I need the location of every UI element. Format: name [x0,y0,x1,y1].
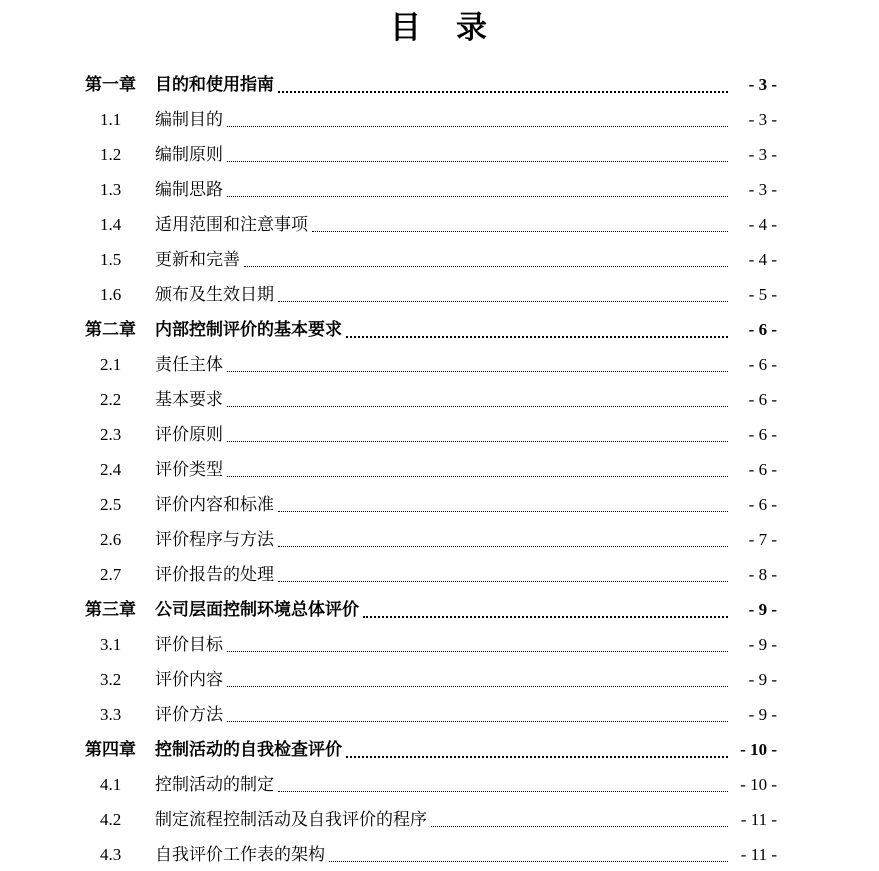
toc-entry-number: 4.3 [100,845,122,864]
toc-dot-leader [312,231,728,232]
toc-dot-leader [227,161,728,162]
toc-entry[interactable] [85,732,777,767]
toc-entry[interactable] [85,417,777,452]
toc-page-number: - 3 - [748,145,777,164]
toc-entry-title: 控制活动的自我检查评价 [155,740,342,759]
toc-title: 目 录 [390,10,489,45]
toc-entry-title: 目的和使用指南 [155,75,274,94]
toc-list [85,67,777,871]
toc-entry[interactable] [85,102,777,137]
toc-entry[interactable] [85,67,777,102]
toc-dot-leader [278,791,728,792]
toc-entry-title: 编制原则 [155,145,223,164]
toc-page-number: - 6 - [748,390,777,409]
toc-entry[interactable] [85,207,777,242]
toc-entry-title: 评价内容和标准 [155,495,274,514]
toc-entry-title: 颁布及生效日期 [155,285,274,304]
toc-entry[interactable] [85,837,777,871]
toc-entry[interactable] [85,802,777,837]
toc-entry-number: 2.2 [100,390,122,409]
toc-page-number: - 4 - [748,215,777,234]
toc-dot-leader [227,651,728,652]
toc-dot-leader [227,721,728,722]
toc-page-number: - 9 - [748,670,777,689]
toc-entry[interactable] [85,347,777,382]
toc-entry-title: 评价方法 [155,705,223,724]
toc-page-number: - 8 - [748,565,777,584]
toc-dot-leader [227,441,728,442]
toc-entry[interactable] [85,697,777,732]
toc-entry-number: 1.5 [100,250,122,269]
toc-entry-number: 2.6 [100,530,122,549]
toc-entry[interactable] [85,522,777,557]
toc-page-number: - 6 - [748,355,777,374]
toc-entry[interactable] [85,662,777,697]
toc-entry-number: 1.4 [100,215,122,234]
toc-dot-leader [431,826,728,827]
toc-dot-leader [227,476,728,477]
toc-entry-title: 评价程序与方法 [155,530,274,549]
toc-dot-leader [227,686,728,687]
toc-entry-title: 编制目的 [155,110,223,129]
toc-entry[interactable] [85,137,777,172]
toc-page-number: - 11 - [740,845,777,864]
toc-entry-title: 更新和完善 [155,250,240,269]
toc-entry-title: 公司层面控制环境总体评价 [155,600,359,619]
toc-page-number: - 10 - [740,740,777,759]
toc-page-number: - 6 - [748,495,777,514]
toc-entry-number: 2.4 [100,460,122,479]
toc-dot-leader [227,371,728,372]
toc-page-number: - 3 - [748,180,777,199]
toc-page-number: - 9 - [748,600,777,619]
toc-page-number: - 3 - [748,75,777,94]
toc-entry-number: 3.2 [100,670,122,689]
toc-entry-number: 1.1 [100,110,122,129]
toc-dot-leader [278,581,728,582]
toc-entry-number: 第四章 [85,740,136,759]
toc-page-number: - 3 - [748,110,777,129]
toc-page-number: - 6 - [748,320,777,339]
toc-dot-leader [227,196,728,197]
toc-entry-title: 评价类型 [155,460,223,479]
toc-entry[interactable] [85,312,777,347]
toc-dot-leader [278,546,728,547]
toc-dot-leader [363,616,728,618]
toc-dot-leader [346,756,728,758]
toc-entry-number: 3.1 [100,635,122,654]
toc-page-number: - 9 - [748,635,777,654]
toc-entry[interactable] [85,452,777,487]
toc-entry-title: 评价目标 [155,635,223,654]
toc-page-number: - 9 - [748,705,777,724]
toc-entry-title: 自我评价工作表的架构 [155,845,325,864]
toc-entry-number: 2.3 [100,425,122,444]
toc-entry[interactable] [85,172,777,207]
toc-entry-title: 评价报告的处理 [155,565,274,584]
toc-dot-leader [244,266,728,267]
toc-entry[interactable] [85,557,777,592]
toc-dot-leader [278,301,728,302]
toc-page-number: - 6 - [748,460,777,479]
toc-page-number: - 5 - [748,285,777,304]
toc-page-number: - 6 - [748,425,777,444]
toc-entry-title: 编制思路 [155,180,223,199]
toc-entry-title: 评价原则 [155,425,223,444]
toc-dot-leader [278,91,728,93]
toc-entry[interactable] [85,277,777,312]
toc-entry-number: 第三章 [85,600,136,619]
toc-dot-leader [329,861,728,862]
toc-page-number: - 4 - [748,250,777,269]
toc-entry-title: 基本要求 [155,390,223,409]
toc-entry-number: 1.3 [100,180,122,199]
toc-entry-number: 3.3 [100,705,122,724]
toc-entry-number: 第二章 [85,320,136,339]
toc-entry[interactable] [85,382,777,417]
toc-page-number: - 10 - [740,775,777,794]
toc-entry[interactable] [85,242,777,277]
toc-page-number: - 11 - [740,810,777,829]
toc-entry-number: 2.5 [100,495,122,514]
toc-entry[interactable] [85,592,777,627]
toc-dot-leader [278,511,728,512]
toc-entry-title: 评价内容 [155,670,223,689]
toc-entry[interactable] [85,627,777,662]
toc-entry-number: 1.6 [100,285,122,304]
toc-entry-title: 内部控制评价的基本要求 [155,320,342,339]
toc-dot-leader [227,126,728,127]
toc-dot-leader [227,406,728,407]
toc-dot-leader [346,336,728,338]
toc-entry-title: 适用范围和注意事项 [155,215,308,234]
toc-entry-number: 2.7 [100,565,122,584]
toc-entry-title: 控制活动的制定 [155,775,274,794]
toc-entry-number: 第一章 [85,75,136,94]
toc-entry[interactable] [85,487,777,522]
toc-entry[interactable] [85,767,777,802]
toc-entry-number: 4.1 [100,775,122,794]
toc-page-number: - 7 - [748,530,777,549]
toc-entry-number: 4.2 [100,810,122,829]
toc-entry-title: 责任主体 [155,355,223,374]
toc-entry-title: 制定流程控制活动及自我评价的程序 [155,810,427,829]
toc-entry-number: 2.1 [100,355,122,374]
toc-entry-number: 1.2 [100,145,122,164]
